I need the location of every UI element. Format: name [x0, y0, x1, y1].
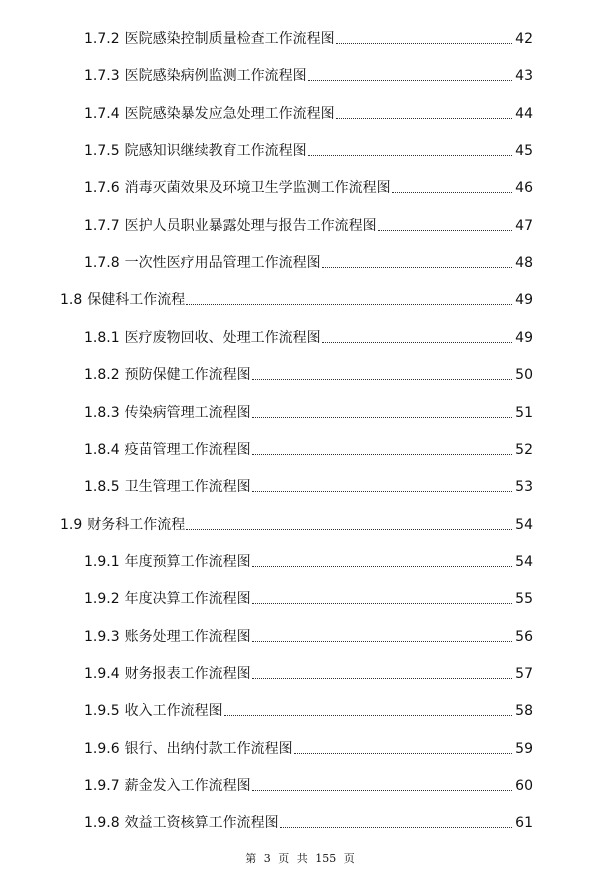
toc-entry[interactable]: [60, 513, 533, 537]
toc-entry-page-number: 48: [515, 255, 533, 272]
toc-entry-number: 1.9.1: [84, 553, 120, 570]
toc-entry-page-number: 49: [515, 292, 533, 309]
toc-entry[interactable]: [84, 326, 533, 350]
toc-entry-number: 1.9.6: [84, 740, 120, 757]
toc-entry-page-number: 56: [515, 628, 533, 645]
toc-entry-title: 效益工资核算工作流程图: [124, 815, 279, 832]
toc-entry-number: 1.9.4: [84, 665, 120, 682]
toc-dot-leader: [308, 80, 513, 81]
toc-entry[interactable]: [84, 176, 533, 200]
toc-entry-page-number: 59: [515, 740, 533, 757]
toc-entry-title: 医院感染控制质量检查工作流程图: [124, 31, 335, 47]
toc-entry-number: 1.8.4: [84, 441, 120, 458]
footer-prefix: 第: [245, 852, 257, 865]
toc-dot-leader: [252, 566, 513, 567]
toc-dot-leader: [322, 342, 513, 343]
toc-dot-leader: [252, 491, 513, 492]
toc-entry[interactable]: [84, 363, 533, 387]
toc-dot-leader: [224, 715, 513, 716]
toc-entry-page-number: 44: [515, 105, 533, 122]
toc-entry-page-number: 51: [515, 404, 533, 421]
page-footer: [0, 850, 600, 866]
toc-entry-title: 院感知识继续教育工作流程图: [124, 143, 307, 160]
toc-entry-page-number: 49: [515, 329, 533, 346]
toc-dot-leader: [392, 192, 513, 193]
toc-entry[interactable]: [84, 139, 533, 163]
toc-entry-number: 1.9.5: [84, 703, 120, 720]
toc-entry-number: 1.8.1: [84, 329, 120, 346]
toc-entry[interactable]: [60, 288, 533, 312]
toc-entry-page-number: 60: [515, 778, 533, 794]
toc-entry-title: 收入工作流程图: [124, 703, 223, 720]
toc-dot-leader: [252, 790, 513, 791]
footer-current-page: 3: [263, 852, 271, 865]
toc-entry-title: 疫苗管理工作流程图: [124, 441, 251, 458]
toc-entry-page-number: 42: [515, 31, 533, 47]
toc-entry-number: 1.7.4: [84, 105, 120, 122]
toc-dot-leader: [336, 43, 513, 44]
toc-entry-page-number: 58: [515, 703, 533, 720]
toc-entry-page-number: 53: [515, 479, 533, 496]
footer-total-word: 共: [296, 852, 308, 865]
toc-dot-leader: [186, 304, 512, 305]
toc-dot-leader: [322, 267, 513, 268]
toc-entry-title: 年度预算工作流程图: [124, 553, 251, 570]
toc-entry-number: 1.9.2: [84, 591, 120, 608]
toc-entry-page-number: 43: [515, 68, 533, 85]
toc-entry-title: 财务报表工作流程图: [124, 665, 251, 682]
toc-entry-number: 1.9.8: [84, 815, 120, 832]
toc-entry[interactable]: [84, 811, 533, 835]
toc-entry-title: 财务科工作流程: [87, 516, 186, 533]
toc-entry-number: 1.8.5: [84, 479, 120, 496]
toc-entry-page-number: 61: [515, 815, 533, 832]
toc-entry[interactable]: [84, 625, 533, 649]
toc-entry[interactable]: [84, 662, 533, 686]
toc-entry-page-number: 54: [515, 516, 533, 533]
toc-dot-leader: [252, 678, 513, 679]
toc-entry-page-number: 57: [515, 665, 533, 682]
toc-dot-leader: [252, 641, 513, 642]
toc-entry-title: 账务处理工作流程图: [124, 628, 251, 645]
toc-entry[interactable]: [84, 27, 533, 51]
footer-total-pages: 155: [315, 852, 337, 865]
toc-entry-number: 1.9: [60, 516, 83, 533]
toc-dot-leader: [186, 529, 512, 530]
toc-entry-number: 1.7.6: [84, 180, 120, 197]
toc-entry[interactable]: [84, 401, 533, 425]
toc-entry-title: 医护人员职业暴露处理与报告工作流程图: [124, 217, 377, 234]
toc-entry-page-number: 47: [515, 217, 533, 234]
toc-entry-title: 一次性医疗用品管理工作流程图: [124, 255, 321, 272]
toc-entry[interactable]: [84, 214, 533, 238]
toc-entry-title: 医院感染暴发应急处理工作流程图: [124, 105, 335, 122]
toc-entry-title: 医院感染病例监测工作流程图: [124, 68, 307, 85]
toc-entry-number: 1.9.7: [84, 778, 120, 794]
toc-entry-title: 卫生管理工作流程图: [124, 479, 251, 496]
toc-entry-title: 银行、出纳付款工作流程图: [124, 740, 293, 757]
toc-entry-number: 1.7.5: [84, 143, 120, 160]
toc-entry-number: 1.8.2: [84, 367, 120, 384]
toc-dot-leader: [336, 118, 513, 119]
toc-dot-leader: [252, 379, 513, 380]
toc-entry-title: 保健科工作流程: [87, 292, 186, 309]
toc-entry[interactable]: [84, 550, 533, 574]
toc-entry-title: 传染病管理工流程图: [124, 404, 251, 421]
toc-entry-title: 预防保健工作流程图: [124, 367, 251, 384]
toc-entry-number: 1.7.8: [84, 255, 120, 272]
toc-entry[interactable]: [84, 64, 533, 88]
toc-entry-title: 年度决算工作流程图: [124, 591, 251, 608]
toc-entry-title: 消毒灭菌效果及环境卫生学监测工作流程图: [124, 180, 391, 197]
toc-entry-page-number: 50: [515, 367, 533, 384]
toc-entry-page-number: 52: [515, 441, 533, 458]
toc-dot-leader: [308, 155, 513, 156]
toc-entry-page-number: 54: [515, 553, 533, 570]
toc-entry-number: 1.9.3: [84, 628, 120, 645]
toc-dot-leader: [378, 230, 513, 231]
footer-page-word: 页: [278, 852, 290, 865]
toc-entry-number: 1.8.3: [84, 404, 120, 421]
toc-entry[interactable]: [84, 774, 533, 798]
toc-entry-page-number: 55: [515, 591, 533, 608]
toc-entry[interactable]: [84, 102, 533, 126]
toc-dot-leader: [252, 417, 513, 418]
toc-entry[interactable]: [84, 438, 533, 462]
toc-dot-leader: [294, 753, 513, 754]
toc-entry-page-number: 45: [515, 143, 533, 160]
toc-entry-number: 1.7.7: [84, 217, 120, 234]
toc-entry[interactable]: [84, 737, 533, 761]
toc-entry-number: 1.7.2: [84, 31, 120, 47]
toc-entry[interactable]: [84, 475, 533, 499]
footer-suffix: 页: [343, 852, 355, 865]
toc-entry-page-number: 46: [515, 180, 533, 197]
toc-entry[interactable]: [84, 587, 533, 611]
toc-entry[interactable]: [84, 251, 533, 275]
toc-entry-number: 1.8: [60, 292, 83, 309]
toc-entry-title: 医疗废物回收、处理工作流程图: [124, 329, 321, 346]
toc-dot-leader: [252, 603, 513, 604]
toc-dot-leader: [252, 454, 513, 455]
toc-entry-number: 1.7.3: [84, 68, 120, 85]
toc-dot-leader: [280, 827, 513, 828]
toc-entry[interactable]: [84, 699, 533, 723]
toc-entry-title: 薪金发入工作流程图: [124, 778, 251, 794]
